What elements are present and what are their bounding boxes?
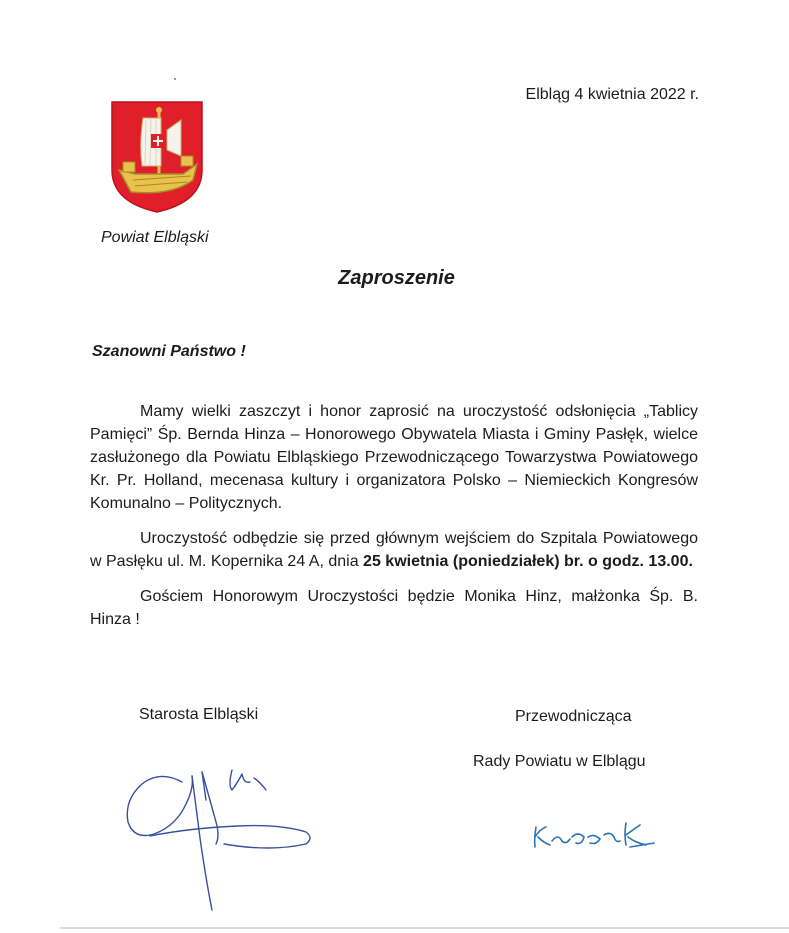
scan-artifact — [174, 78, 176, 80]
issuer-name: Powiat Elbląski — [101, 229, 209, 246]
event-date-time: 25 kwietnia (poniedziałek) br. o godz. 13.00. — [363, 553, 693, 570]
letter-date: Elbląg 4 kwietnia 2022 r. — [525, 86, 699, 103]
signature-left — [120, 760, 320, 920]
event-location: Uroczystość odbędzie się przed głównym wejściem do Szpitala Powiatowego w Pasłęku ul. M. Kopernika 24 A, dnia — [90, 530, 698, 570]
signature-right — [530, 815, 660, 855]
signatory-right-title-line1: Przewodnicząca — [515, 708, 632, 725]
body-paragraph-2 — [90, 527, 698, 573]
letter-title: Zaproszenie — [338, 267, 455, 289]
salutation: Szanowni Państwo ! — [92, 343, 246, 360]
signatory-left-title: Starosta Elbląski — [139, 706, 259, 723]
body-paragraph-1: Mamy wielki zaszczyt i honor zaprosić na uroczystość odsłonięcia „Tablicy Pamięci” Śp. Bernda Hinza – Honorowego Obywatela Miasta i Gminy Pasłęk, wielce zasłużonego dla Powiatu Elbląskiego Przewodniczącego Towarzystwa Powiatowego Kr. Pr. Holland, mecenasa kultury i organizatora Polsko – Niemieckich Kongresów Komunalno – Politycznych. — [90, 403, 698, 512]
page-bottom-edge — [60, 927, 789, 929]
signatory-right-title-line2: Rady Powiatu w Elblągu — [473, 753, 646, 770]
letter-body — [90, 400, 698, 643]
body-paragraph-3: Gościem Honorowym Uroczystości będzie Monika Hinz, małżonka Śp. B. Hinza ! — [90, 588, 698, 628]
coat-of-arms-ship-icon — [109, 100, 205, 214]
